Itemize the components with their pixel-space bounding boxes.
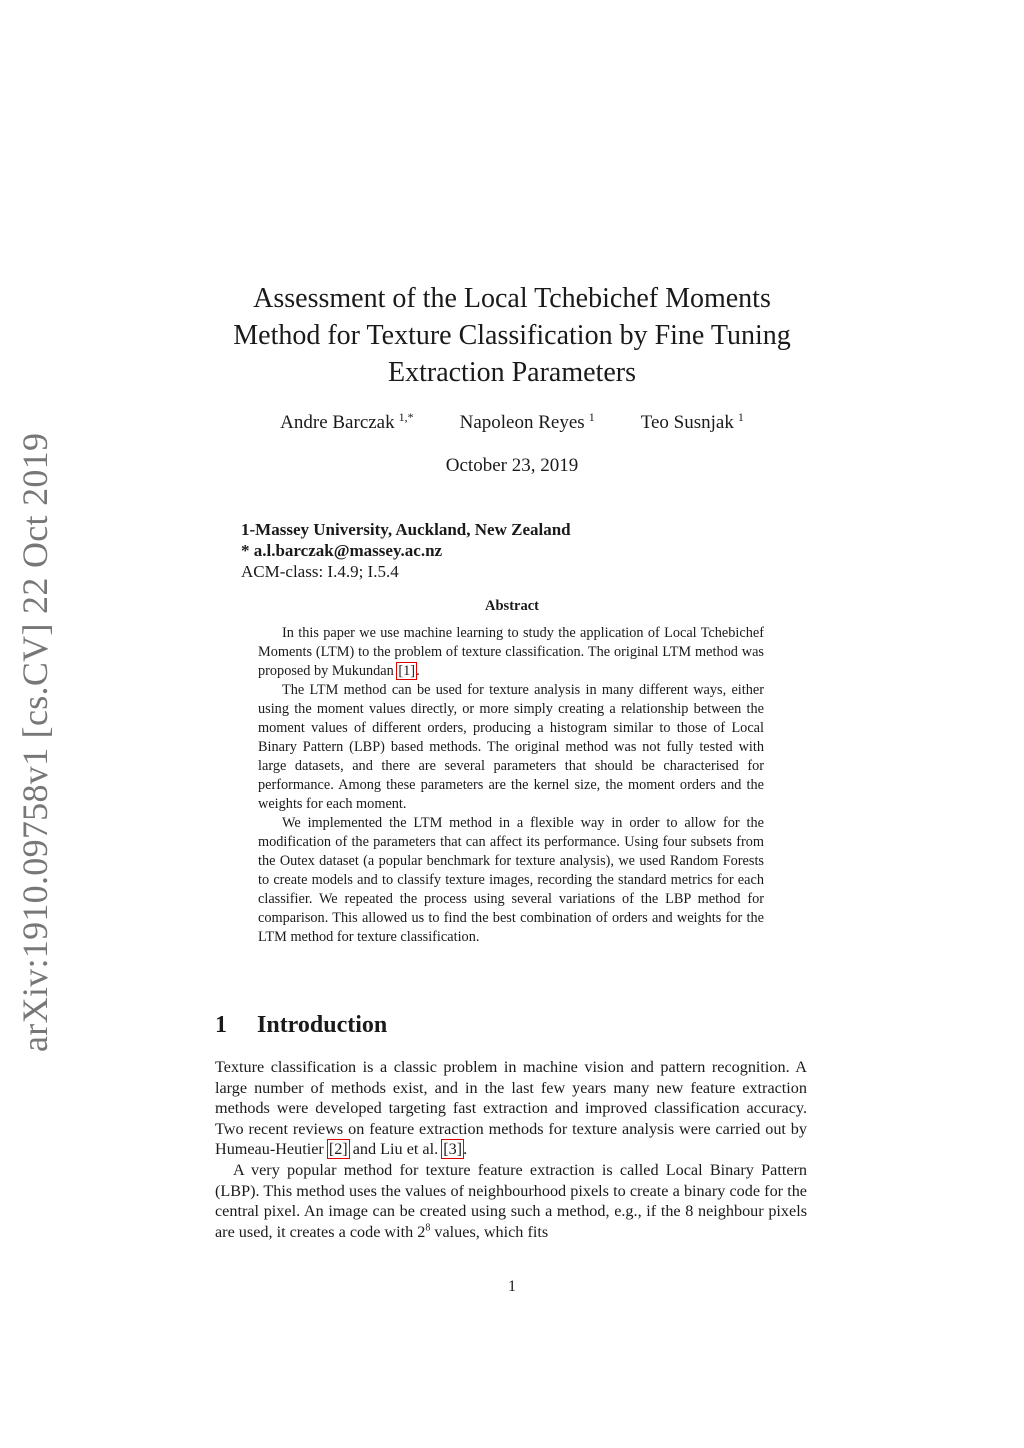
author-affiliation-mark: 1 (737, 409, 744, 424)
author: Andre Barczak $^{1,*}$ (280, 409, 414, 433)
author-list (200, 409, 824, 434)
corresponding-email: * a.l.barczak@massey.ac.nz (241, 541, 443, 560)
section-number: 1 (215, 1012, 227, 1038)
citation-link[interactable]: [1] (398, 663, 416, 679)
affiliation-institution: 1-Massey University, Auckland, New Zealand (241, 520, 571, 539)
author: Teo Susnjak $^1$ (640, 409, 744, 433)
title-line-3: Extraction Parameters (387, 357, 636, 388)
author-affiliation-mark: 1 (588, 409, 595, 424)
abstract-body (258, 624, 764, 947)
title-line-1: Assessment of the Local Tchebichef Moments (253, 283, 771, 314)
citation-link[interactable]: [2] (328, 1140, 348, 1159)
body-paragraph: Texture classification is a classic problem in machine vision and pattern recognition. A large number of methods exist, and in the last few years many new feature extraction methods were developed targeting fast extraction and improved classification accuracy. Two recent reviews on feature extraction methods for texture analysis were carried out by Humeau-Heutier [2] and Liu et al. [3]. (215, 1058, 807, 1159)
acm-class: ACM-class: I.4.9; I.5.4 (241, 562, 399, 581)
title-line-2: Method for Texture Classification by Fine Tuning (233, 320, 791, 351)
superscript: 8 (425, 1222, 431, 1234)
author-affiliation-mark: 1,* (398, 409, 414, 424)
body-paragraph: A very popular method for texture feature extraction is called Local Binary Pattern (LBP). This method uses the values of neighbourhood pixels to create a binary code for the central pixel. An image can be created using such a method, e.g., if the 8 neighbour pixels are used, it creates a code with $2^8$ values, which fits (215, 1160, 807, 1241)
section-heading (215, 1012, 387, 1039)
paper-title (200, 280, 824, 391)
affiliation-block (241, 519, 571, 582)
section-title: Introduction (257, 1012, 388, 1038)
arxiv-identifier: arXiv:1910.09758v1 [cs.CV] 22 Oct 2019 (15, 432, 55, 1052)
abstract-heading: Abstract (485, 598, 539, 614)
page-number: 1 (508, 1278, 516, 1295)
paper-date: October 23, 2019 (445, 455, 579, 476)
abstract-paragraph: We implemented the LTM method in a flexible way in order to allow for the modification of the parameters that can affect its performance. Using four subsets from the Outex dataset (a popular benchmark for texture analysis), we used Random Forests to create models and to classify texture images, recording the standard metrics for each classifier. We repeated the process using several variations of the LBP method for comparison. This allowed us to find the best combination of orders and weights for the LTM method for texture classification. (258, 815, 764, 945)
author: Napoleon Reyes $^1$ (459, 409, 595, 433)
introduction-body (215, 1057, 807, 1242)
citation-link[interactable]: [3] (443, 1140, 463, 1159)
abstract-paragraph: The LTM method can be used for texture analysis in many different ways, either using the moment values directly, or more simply creating a relationship between the moment values of different orders, producing a histogram similar to those of Local Binary Pattern (LBP) based methods. The original method was not fully tested with large datasets, and there are several parameters that should be characterised for performance. Among these parameters are the kernel size, the moment orders and the weights for each moment. (258, 682, 764, 812)
abstract-paragraph: In this paper we use machine learning to study the application of Local Tchebichef Moments (LTM) to the problem of texture classification. The original LTM method was proposed by Mukundan [1]. (258, 625, 764, 679)
